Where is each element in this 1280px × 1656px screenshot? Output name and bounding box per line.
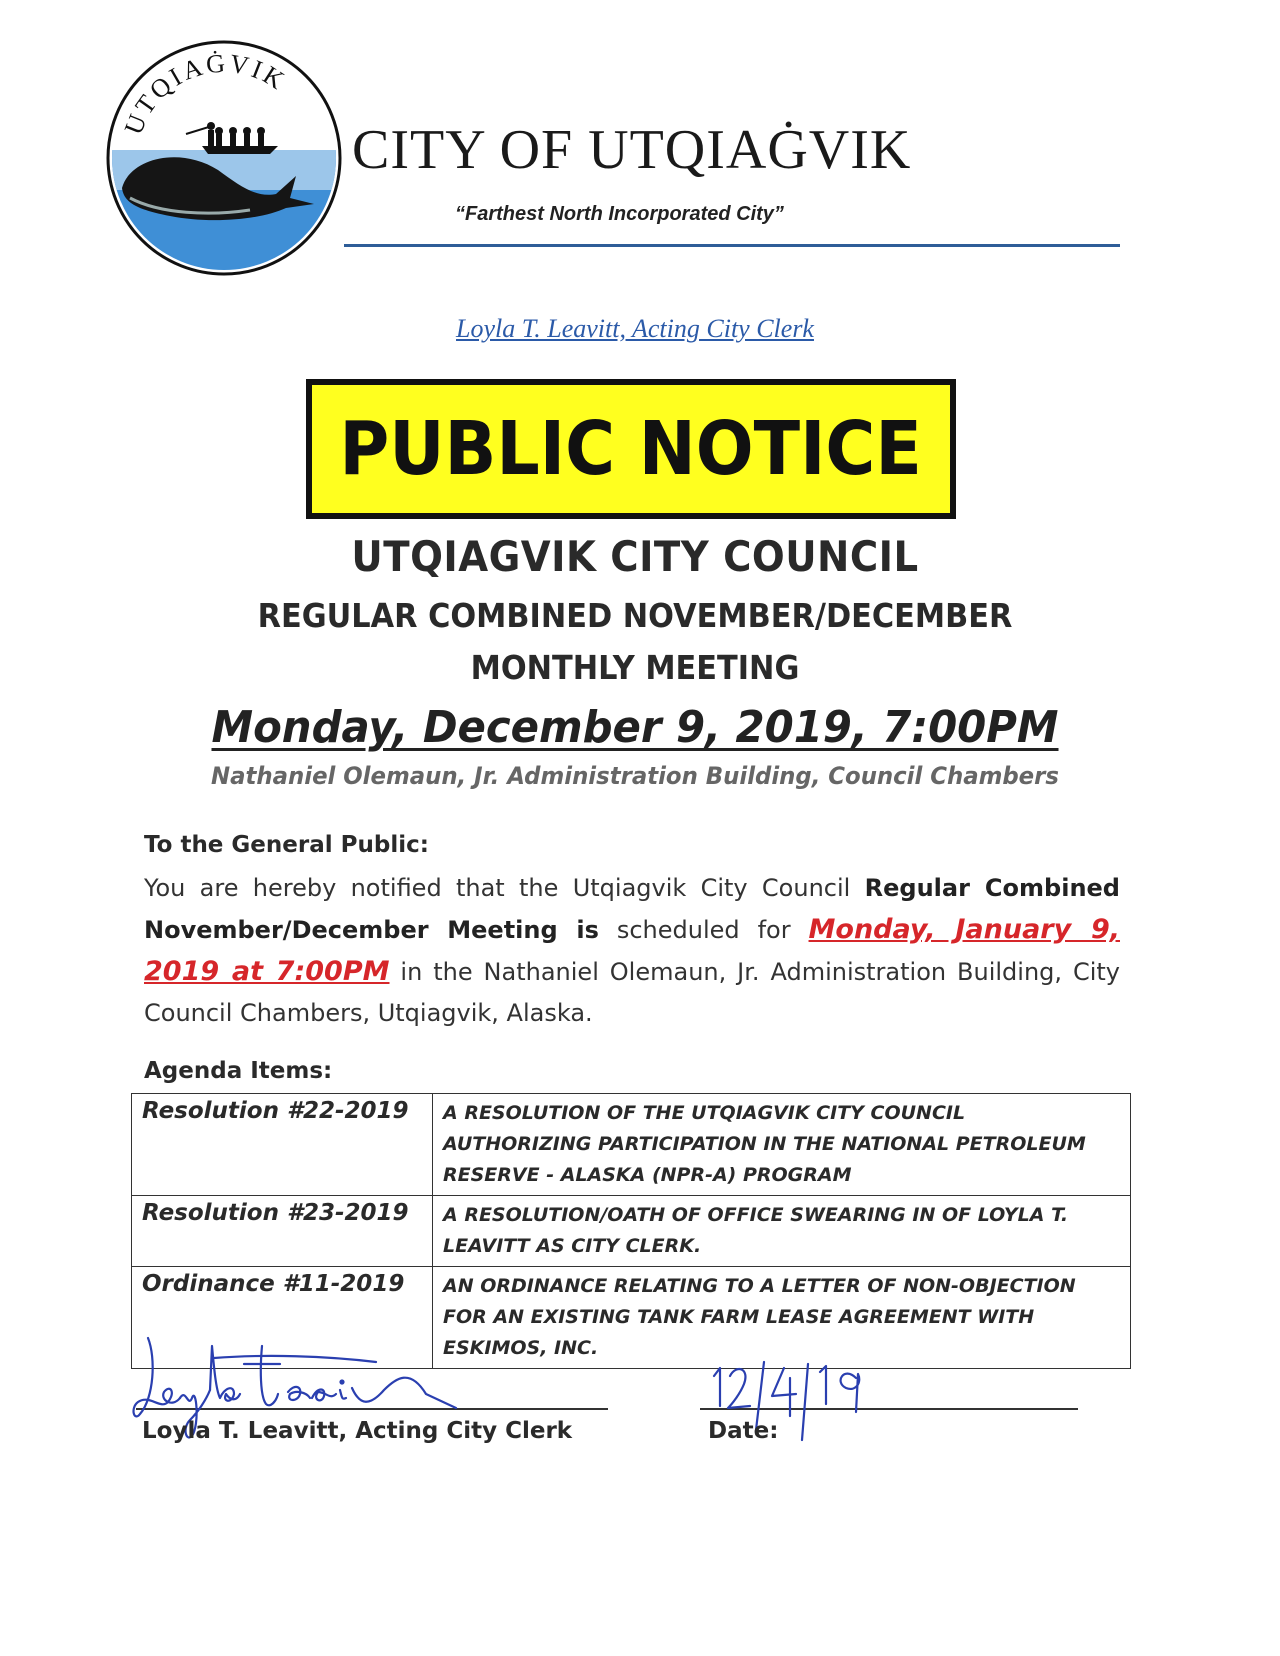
agenda-item-description: A RESOLUTION OF THE UTQIAGVIK CITY COUNCIL AUTHORIZING PARTICIPATION IN THE NATIONAL PETROLEUM RESERVE - ALASKA (NPR-A) PROGRAM [433,1094,1131,1196]
public-notice-label: PUBLIC NOTICE [339,406,923,492]
paragraph-bold-text: Regular Combined November/December Meeting is [144,874,1120,944]
salutation: To the General Public: [144,832,429,858]
date-caption: Date: [708,1418,779,1444]
city-seal-logo [100,38,348,278]
clerk-link[interactable]: Loyla T. Leavitt, Acting City Clerk [456,314,814,343]
agenda-item-id: Resolution #23-2019 [132,1196,433,1267]
city-title: CITY OF UTQIAĠVIK [352,119,912,181]
seal-text: UTQIAĠVIK [118,48,292,139]
council-title: UTQIAGVIK CITY COUNCIL [351,532,919,581]
table-row [132,1196,1131,1267]
notice-paragraph [144,868,1120,1034]
agenda-item-id: Resolution #22-2019 [132,1094,433,1196]
paragraph-text: scheduled for [598,916,809,944]
agenda-item-id: Ordinance #11-2019 [132,1267,433,1369]
signature-caption: Loyla T. Leavitt, Acting City Clerk [142,1418,573,1444]
public-notice-banner [306,379,956,519]
header-divider [344,244,1120,247]
meeting-datetime: Monday, December 9, 2019, 7:00PM [211,702,1059,753]
meeting-venue: Nathaniel Olemaun, Jr. Administration Building, Council Chambers [211,762,1059,790]
paragraph-text: in the Nathaniel Olemaun, Jr. Administration Building, City Council Chambers, Utqiagvik, Alaska. [144,958,1120,1027]
city-motto: “Farthest North Incorporated City” [455,203,784,225]
agenda-item-description: A RESOLUTION/OATH OF OFFICE SWEARING IN OF LOYLA T. LEAVITT AS CITY CLERK. [433,1196,1131,1267]
table-row [132,1094,1131,1196]
agenda-label: Agenda Items: [144,1058,333,1084]
agenda-item-description: AN ORDINANCE RELATING TO A LETTER OF NON-OBJECTION FOR AN EXISTING TANK FARM LEASE AGREEMENT WITH ESKIMOS, INC. [433,1267,1131,1369]
meeting-title-line-2: MONTHLY MEETING [470,648,800,687]
meeting-title-line-1: REGULAR COMBINED NOVEMBER/DECEMBER [257,596,1013,635]
paragraph-text: You are hereby notified that the Utqiagvik City Council [144,874,865,902]
scheduled-date-highlight: Monday, January 9, 2019 at 7:00PM [144,914,1120,987]
